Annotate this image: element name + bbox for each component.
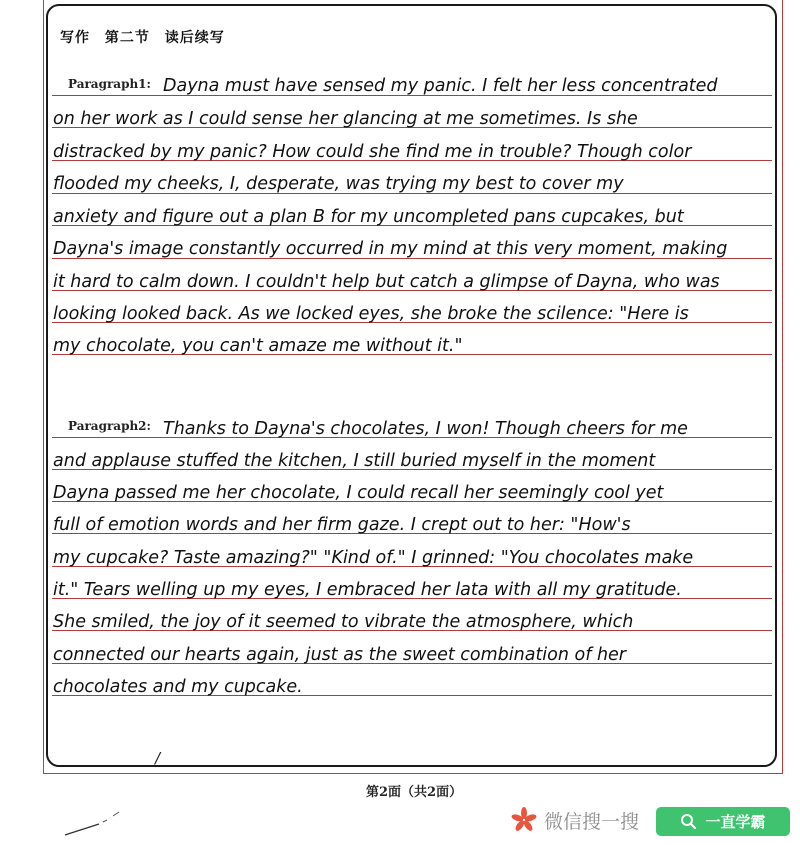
watermark-text: 微信搜一搜 — [544, 810, 640, 833]
paragraph2-label: Paragraph2: — [68, 419, 151, 433]
handwritten-line: my cupcake? Taste amazing?" "Kind of." I grinned: "You chocolates make — [53, 548, 694, 568]
handwritten-line: anxiety and figure out a plan B for my uncompleted pans cupcakes, but — [53, 207, 684, 227]
watermark — [510, 806, 639, 834]
handwritten-line: Dayna passed me her chocolate, I could recall her seemingly cool yet — [53, 483, 664, 503]
wechat-search-logo-icon — [510, 806, 538, 834]
handwritten-line: Dayna must have sensed my panic. I felt her less concentrated — [163, 76, 718, 96]
stray-pen-mark: / — [155, 749, 161, 767]
handwritten-line: it hard to calm down. I couldn't help but catch a glimpse of Dayna, who was — [53, 272, 720, 292]
pen-scribble — [63, 808, 125, 838]
handwritten-line: it." Tears welling up my eyes, I embraced her lata with all my gratitude. — [53, 580, 682, 600]
handwritten-line: on her work as I could sense her glancing at me sometimes. Is she — [53, 109, 638, 129]
page-number: 第2面（共2面） — [366, 785, 463, 800]
handwritten-line: my chocolate, you can't amaze me without it." — [53, 336, 463, 356]
handwritten-line: She smiled, the joy of it seemed to vibrate the atmosphere, which — [53, 612, 634, 632]
handwritten-line: Dayna's image constantly occurred in my mind at this very moment, making — [53, 239, 728, 259]
paragraph1-label: Paragraph1: — [68, 77, 151, 91]
handwritten-line: distracked by my panic? How could she find me in trouble? Though color — [53, 142, 692, 162]
handwritten-line: full of emotion words and her firm gaze. I crept out to her: "How's — [53, 515, 631, 535]
handwritten-line: and applause stuffed the kitchen, I still buried myself in the moment — [53, 451, 656, 471]
handwritten-line: connected our hearts again, just as the sweet combination of her — [53, 645, 627, 665]
handwritten-line: Thanks to Dayna's chocolates, I won! Though cheers for me — [163, 419, 688, 439]
handwritten-line: chocolates and my cupcake. — [53, 677, 303, 697]
section-title: 写作 第二节 读后续写 — [60, 30, 225, 46]
search-icon — [680, 813, 697, 830]
watermark-button-label: 一直学霸 — [705, 813, 766, 831]
handwritten-line: looking looked back. As we locked eyes, she broke the scilence: "Here is — [53, 304, 689, 324]
handwritten-line: flooded my cheeks, I, desperate, was trying my best to cover my — [53, 174, 624, 194]
watermark-search-button — [656, 807, 790, 836]
